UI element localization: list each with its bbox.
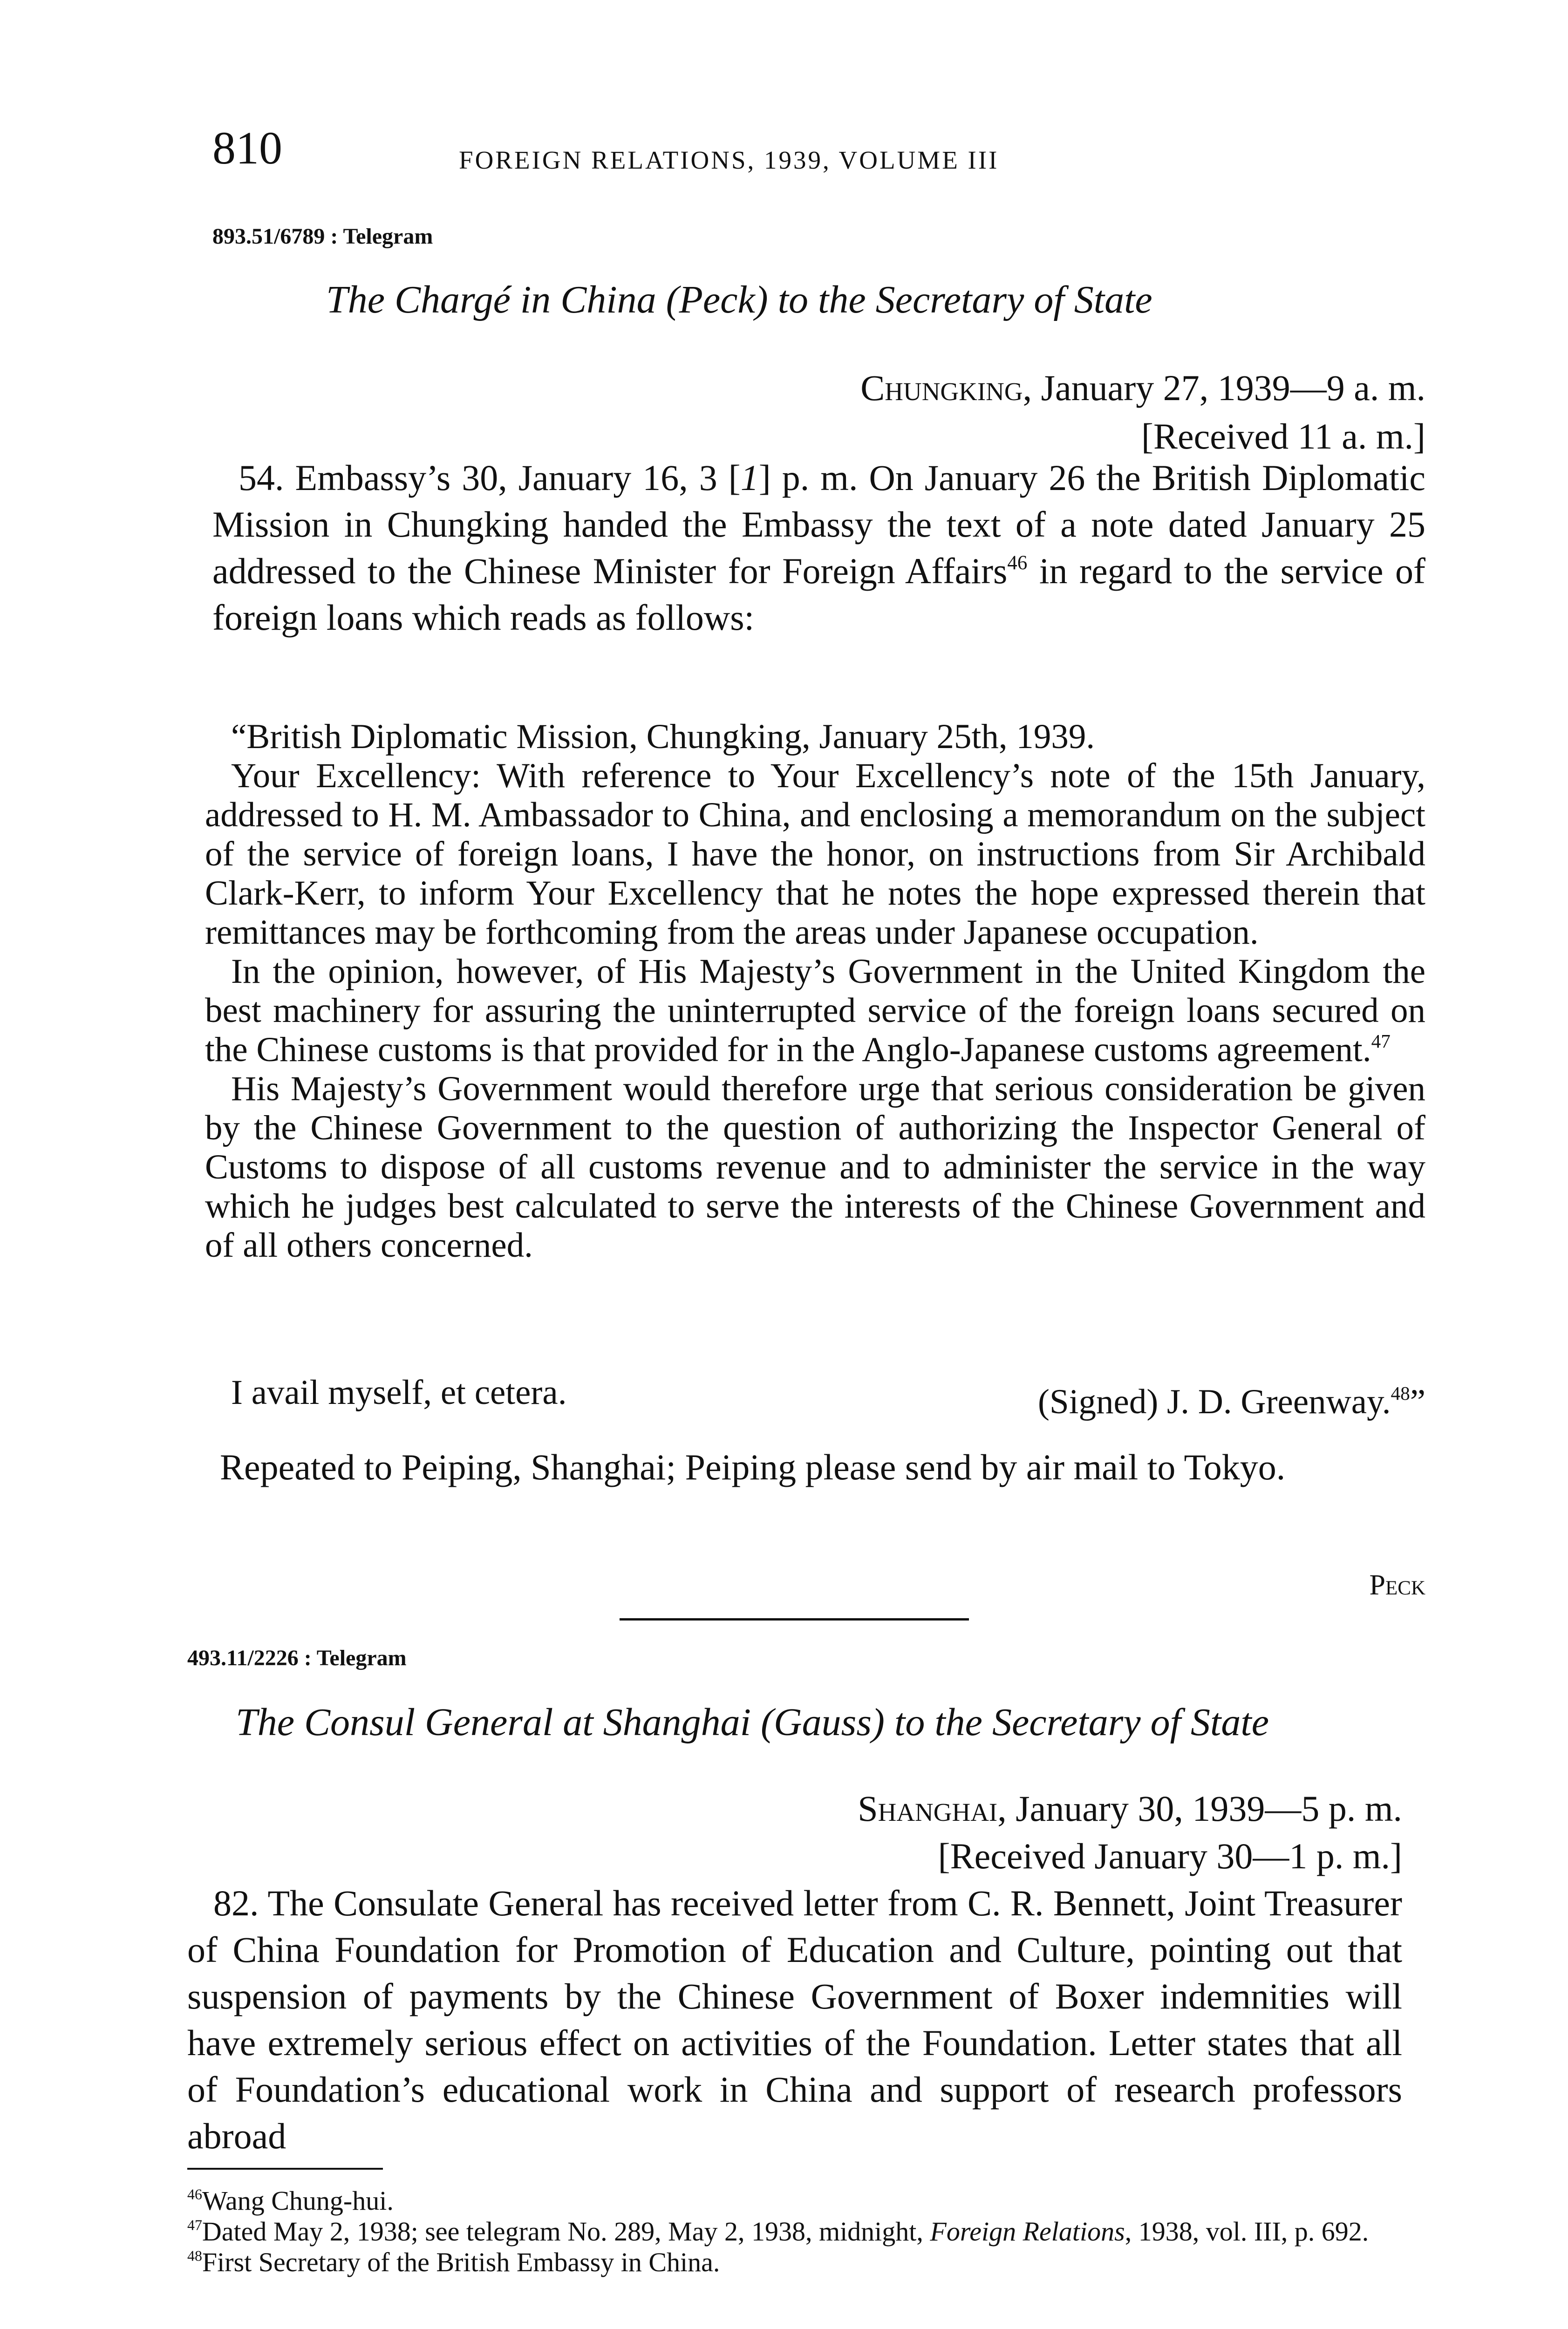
footnotes	[187, 2186, 1402, 2278]
footnote-ref-47: 47	[1371, 1030, 1391, 1052]
doc2-place: Shanghai	[858, 1788, 998, 1829]
quote-opening: “British Diplomatic Mission, Chungking, January 25th, 1939.	[231, 717, 1095, 756]
doc1-received: [Received 11 a. m.]	[1141, 416, 1425, 456]
page-number: 810	[212, 122, 282, 174]
doc2-received: [Received January 30—1 p. m.]	[938, 1836, 1402, 1876]
doc1-dateline	[860, 365, 1425, 411]
doc2-reference: 493.11/2226 : Telegram	[187, 1646, 407, 1670]
doc1-sender: Peck	[1369, 1569, 1425, 1601]
quote-paragraph-3: His Majesty’s Government would therefore urge that serious consideration be given by the Chinese Government to the question of authorizing the Inspector General of Customs to dispose of all customs revenue and to administer the service in the way which he judges best calculated to serve the interests of the Chinese Government and of all others concerned.	[205, 1069, 1425, 1265]
section-divider	[620, 1618, 969, 1621]
doc2-dateline	[858, 1786, 1402, 1832]
quote-paragraph-1: Your Excellency: With reference to Your Excellency’s note of the 15th January, addressed to H. M. Ambassador to China, and enclosing a memorandum on the subject of the service of foreign loans, I have the honor, on instructions from Sir Archibald Clark-Kerr, to inform Your Excellency that he notes the hope expressed therein that remittances may be forthcoming from the areas under Japanese occupation.	[205, 756, 1425, 952]
doc2-heading-name: Gauss	[773, 1701, 872, 1744]
footnote-48: $^{48}$First Secretary of the British Embassy in China.	[187, 2247, 720, 2277]
doc1-heading: The Chargé in China (Peck) to the Secretary of State	[326, 278, 1152, 321]
quote-signature: (Signed) J. D. Greenway.$^{48}$”	[1038, 1382, 1425, 1421]
doc2-date: , January 30, 1939—5 p. m.	[997, 1788, 1402, 1829]
footnote-46: $^{46}$Wang Chung-hui.	[187, 2186, 394, 2216]
footnote-divider	[187, 2168, 383, 2170]
doc1-paragraph-1: 54. Embassy’s 30, January 16, 3 [1] p. m. On January 26 the British Diplomatic Mission in Chungking handed the Embassy the text of a note dated January 25 addressed to the Chinese Minister for Foreign Affairs$^{46}$ in regard to the service of foreign loans which reads as follows:	[212, 457, 1425, 638]
quote-paragraph-2: In the opinion, however, of His Majesty’s Government in the United Kingdom the best machinery for assuring the uninterrupted service of the foreign loans secured on the Chinese customs is that provided for in the Anglo-Japanese customs agreement.$^{47}$	[205, 952, 1425, 1069]
doc2-heading: The Consul General at Shanghai (Gauss) to the Secretary of State	[236, 1701, 1269, 1744]
doc2-paragraph-1: 82. The Consulate General has received letter from C. R. Bennett, Joint Treasurer of China Foundation for Promotion of Education and Culture, pointing out that suspension of payments by the Chinese Government of Boxer indemnities will have extremely serious effect on activities of the Foundation. Letter states that all of Foundation’s educational work in China and support of research professors abroad	[187, 1883, 1402, 2156]
doc1-paragraph-2: Repeated to Peiping, Shanghai; Peiping please send by air mail to Tokyo.	[220, 1447, 1286, 1487]
footnote-ref-46: 46	[1007, 552, 1028, 574]
doc1-heading-name: Peck	[679, 278, 755, 321]
doc1-date: , January 27, 1939—9 a. m.	[1023, 368, 1425, 408]
doc1-place: Chungking	[860, 368, 1023, 408]
quoted-note	[205, 717, 1425, 1265]
footnote-47: $^{47}$Dated May 2, 1938; see telegram No. 289, May 2, 1938, midnight, Foreign Relations, 1938, vol. III, p. 692.	[187, 2216, 1369, 2247]
running-title: FOREIGN RELATIONS, 1939, VOLUME III	[459, 146, 999, 174]
doc1-reference: 893.51/6789 : Telegram	[212, 224, 433, 249]
quote-closing: I avail myself, et cetera.	[231, 1373, 567, 1412]
footnote-ref-48: 48	[1391, 1382, 1410, 1404]
